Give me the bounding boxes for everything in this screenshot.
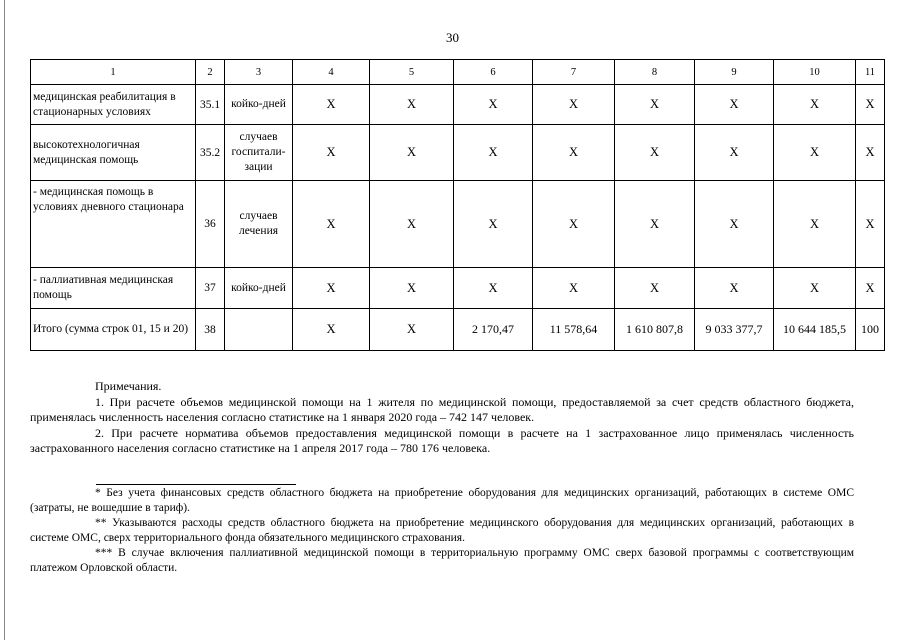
cell-value: X — [615, 85, 695, 125]
cell-value: X — [774, 125, 856, 181]
row-description: Итого (сумма строк 01, 15 и 20) — [31, 309, 196, 351]
cell-value: X — [370, 268, 454, 309]
cell-value: X — [533, 125, 615, 181]
column-header: 3 — [225, 60, 293, 85]
cell-value: X — [370, 125, 454, 181]
row-description: - паллиативная медицинская помощь — [31, 268, 196, 309]
notes-section — [30, 379, 854, 457]
cell-value: 100 — [856, 309, 885, 351]
footnote: ** Указываются расходы средств областного бюджета на приобретение медицинского оборудования для медицинских организаций, работающих в системе ОМС, сверх территориального фонда обязательного медицинского страхования. — [30, 517, 854, 544]
row-description: высокотехнологичная медицинская помощь — [31, 125, 196, 181]
table-row — [31, 125, 885, 181]
cell-value: X — [774, 268, 856, 309]
cell-value: X — [454, 125, 533, 181]
column-header: 2 — [196, 60, 225, 85]
cell-value: X — [370, 181, 454, 268]
cell-value: 2 170,47 — [454, 309, 533, 351]
row-unit: койко-дней — [225, 85, 293, 125]
cell-value: X — [695, 268, 774, 309]
row-description: - медицинская помощь в условиях дневного стационара — [31, 181, 196, 268]
cell-value: X — [533, 181, 615, 268]
column-header: 5 — [370, 60, 454, 85]
column-header: 8 — [615, 60, 695, 85]
cell-value: X — [695, 125, 774, 181]
cell-value: X — [454, 268, 533, 309]
cell-value: X — [695, 85, 774, 125]
cell-value: X — [856, 268, 885, 309]
row-number: 36 — [196, 181, 225, 268]
column-header: 4 — [293, 60, 370, 85]
cell-value: 9 033 377,7 — [695, 309, 774, 351]
row-unit — [225, 309, 293, 351]
column-header: 9 — [695, 60, 774, 85]
column-header: 7 — [533, 60, 615, 85]
footnote: *** В случае включения паллиативной медицинской помощи в территориальную программу ОМС сверх базовой программы с соответствующим платежом Орловской области. — [30, 547, 854, 574]
cell-value: X — [615, 181, 695, 268]
cell-value: 10 644 185,5 — [774, 309, 856, 351]
cell-value: X — [293, 181, 370, 268]
cell-value: X — [454, 181, 533, 268]
row-unit: койко-дней — [225, 268, 293, 309]
cell-value: X — [856, 125, 885, 181]
cell-value: X — [615, 125, 695, 181]
footnote: * Без учета финансовых средств областного бюджета на приобретение оборудования для медицинских организаций, работающих в системе ОМС (затраты, не вошедшие в тариф). — [30, 487, 854, 514]
cell-value: X — [856, 85, 885, 125]
footnote-separator — [96, 484, 296, 485]
cell-value: X — [370, 85, 454, 125]
row-unit: случаев лечения — [225, 181, 293, 268]
cell-value: X — [615, 268, 695, 309]
cell-value: X — [533, 268, 615, 309]
cell-value: X — [774, 181, 856, 268]
cell-value: 1 610 807,8 — [615, 309, 695, 351]
table-row-total — [31, 309, 885, 351]
cell-value: X — [454, 85, 533, 125]
row-description: медицинская реабилитация в стационарных условиях — [31, 85, 196, 125]
cell-value: X — [293, 85, 370, 125]
note-item: 2. При расчете норматива объемов предоставления медицинской помощи в расчете на 1 застрахованное лицо применялась численность застрахованного населения согласно статистике на 1 апреля 2017 года – 780 176 человека. — [30, 425, 854, 455]
cell-value: X — [293, 268, 370, 309]
footnotes-section — [30, 486, 854, 576]
column-header: 1 — [31, 60, 196, 85]
notes-title: Примечания. — [95, 379, 162, 393]
cell-value: X — [293, 309, 370, 351]
cell-value: X — [774, 85, 856, 125]
column-header: 6 — [454, 60, 533, 85]
row-number: 37 — [196, 268, 225, 309]
table-row — [31, 181, 885, 268]
cell-value: X — [293, 125, 370, 181]
cost-table — [30, 59, 885, 351]
table-row — [31, 268, 885, 309]
note-item: 1. При расчете объемов медицинской помощи на 1 жителя по медицинской помощи, предоставляемой за счет средств областного бюджета, применялась численность населения согласно статистике на 1 января 2020 года – 742 147 человек. — [30, 394, 854, 424]
row-number: 38 — [196, 309, 225, 351]
table-header-row — [31, 60, 885, 85]
cell-value: X — [370, 309, 454, 351]
row-number: 35.2 — [196, 125, 225, 181]
cell-value: 11 578,64 — [533, 309, 615, 351]
column-header: 10 — [774, 60, 856, 85]
table-row — [31, 85, 885, 125]
scan-edge-line — [4, 0, 5, 640]
row-number: 35.1 — [196, 85, 225, 125]
column-header: 11 — [856, 60, 885, 85]
cell-value: X — [533, 85, 615, 125]
cell-value: X — [695, 181, 774, 268]
cell-value: X — [856, 181, 885, 268]
page-number: 30 — [446, 30, 459, 45]
row-unit: случаев госпитали-зации — [225, 125, 293, 181]
